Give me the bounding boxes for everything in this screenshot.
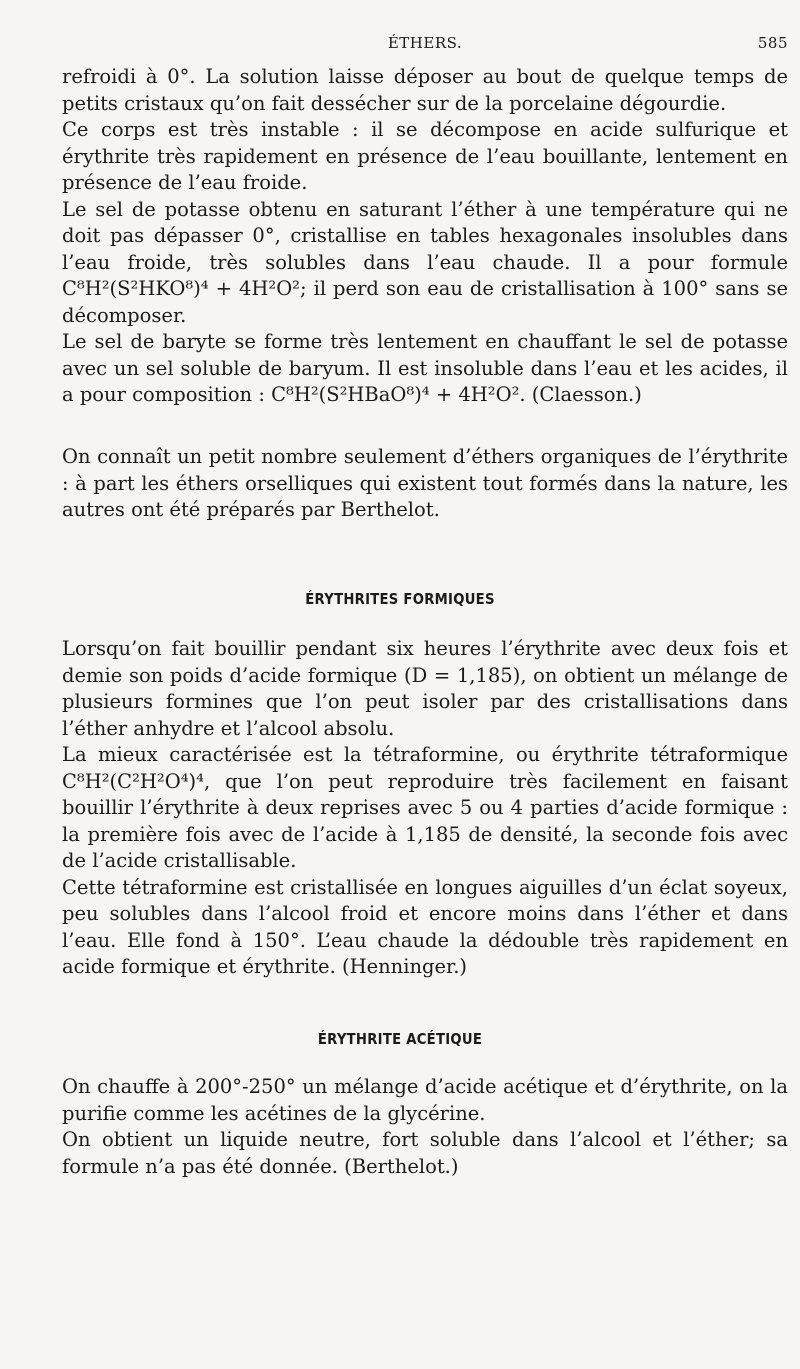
body-block-intro <box>62 444 788 524</box>
paragraph: Ce corps est très instable : il se décompose en acide sulfurique et érythrite très rapidement en présence de l’eau bouillante, lentement en présence de l’eau froide. <box>62 118 788 194</box>
body-block-section1 <box>62 636 788 981</box>
page-header <box>62 34 788 58</box>
paragraph: Cette tétraformine est cristallisée en longues aiguilles d’un éclat soyeux, peu solubles dans l’alcool froid et encore moins dans l’éther et dans l’eau. Elle fond à 150°. L’eau chaude la dédouble très rapidement en acide formique et érythrite. (Henninger.) <box>62 875 788 978</box>
paragraph: Lorsqu’on fait bouillir pendant six heures l’érythrite avec deux fois et demie son poids d’acide formique (D = 1,185), on obtient un mélange de plusieurs formines que l’on peut isoler par des cristallisations dans l’éther anhydre et l’alcool absolu. <box>62 637 788 740</box>
section-title-formiques: ÉRYTHRITES FORMIQUES <box>305 590 495 608</box>
paragraph: La mieux caractérisée est la tétraformine, ou érythrite tétraformique C⁸H²(C²H²O⁴)⁴, que l’on peut reproduire très facilement en faisant bouillir l’érythrite à deux reprises avec 5 ou 4 parties d’acide formique : la première fois avec de l’acide à 1,185 de densité, la seconde fois avec de l’acide cristallisable. <box>62 743 788 872</box>
paragraph: Le sel de baryte se forme très lentement en chauffant le sel de potasse avec un sel soluble de baryum. Il est insoluble dans l’eau et les acides, il a pour composition : C⁸H²(S²HBaO⁸)⁴ + 4H²O². (Claesson.) <box>62 330 788 406</box>
paragraph: On chauffe à 200°-250° un mélange d’acide acétique et d’érythrite, on la purifie comme les acétines de la glycérine. <box>62 1075 788 1125</box>
section-title-acetique: ÉRYTHRITE ACÉTIQUE <box>317 1030 483 1048</box>
paragraph: On obtient un liquide neutre, fort soluble dans l’alcool et l’éther; sa formule n’a pas été donnée. (Berthelot.) <box>62 1128 788 1178</box>
paragraph: On connaît un petit nombre seulement d’éthers organiques de l’érythrite : à part les éthers orselliques qui existent tout formés dans la nature, les autres ont été préparés par Berthelot. <box>62 445 788 521</box>
paragraph: refroidi à 0°. La solution laisse déposer au bout de quelque temps de petits cristaux qu’on fait dessécher sur de la porcelaine dégourdie. <box>62 65 788 115</box>
body-block-section2 <box>62 1074 788 1180</box>
page-number: 585 <box>757 34 788 52</box>
running-title: ÉTHERS. <box>387 34 463 52</box>
paragraph: Le sel de potasse obtenu en saturant l’éther à une température qui ne doit pas dépasser 0°, cristallise en tables hexagonales insolubles dans l’eau froide, très solubles dans l’eau chaude. Il a pour formule C⁸H²(S²HKO⁸)⁴ + 4H²O²; il perd son eau de cristallisation à 100° sans se décomposer. <box>62 197 788 327</box>
body-block-a <box>62 64 788 409</box>
